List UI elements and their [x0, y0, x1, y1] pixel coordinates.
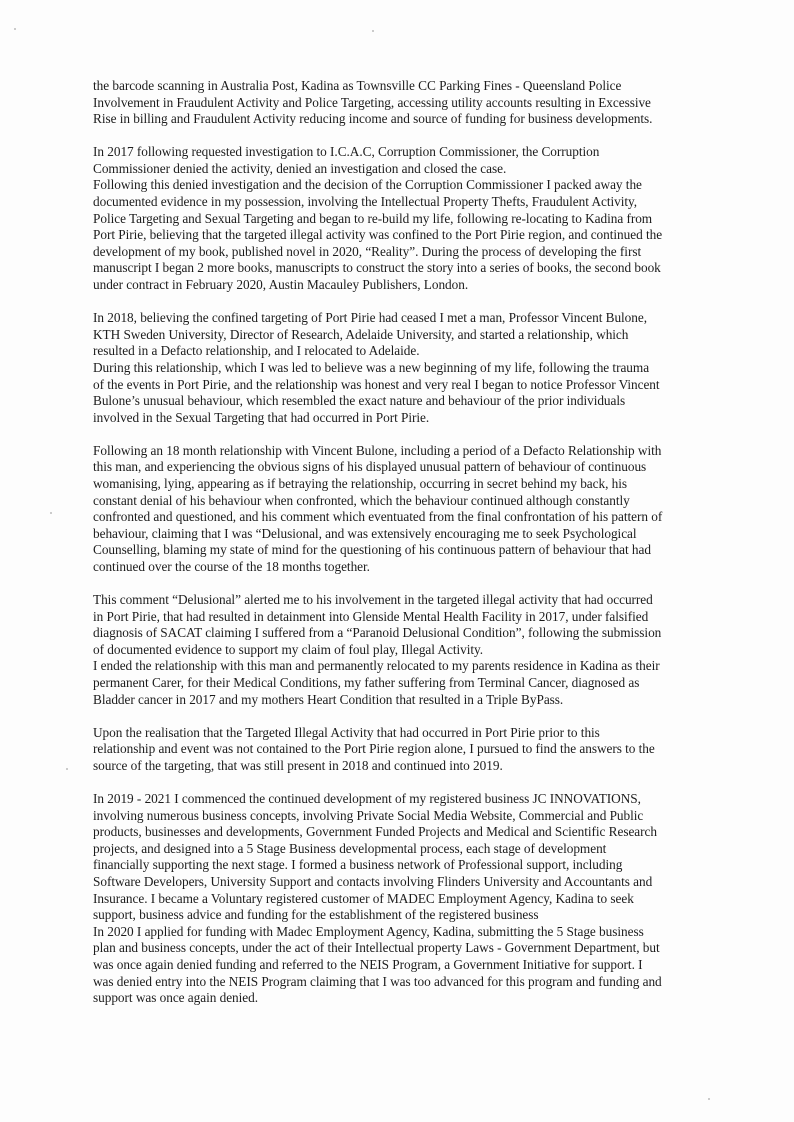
scan-speck: [66, 768, 68, 770]
text-line: under contract in February 2020, Austin Macauley Publishers, London.: [93, 277, 469, 293]
scan-speck: [372, 30, 374, 32]
text-line: Bladder cancer in 2017 and my mothers Heart Condition that resulted in a Triple ByPass.: [93, 691, 564, 707]
text-line: Involvement in Fraudulent Activity and Police Targeting, accessing utility accounts resulting in Excessive: [93, 94, 651, 110]
text-line: involving numerous business concepts, involving Private Social Media Website, Commercial and Public: [93, 807, 644, 823]
text-line: was once again denied funding and referred to the NEIS Program, a Government Initiative for support. I: [93, 956, 643, 972]
text-line: In 2018, believing the confined targeting of Port Pirie had ceased I met a man, Professor Vincent Bulone,: [93, 310, 648, 326]
text-line: Software Developers, University Support and contacts involving Flinders University and Accountants and: [93, 873, 653, 889]
text-line: financially supporting the next stage. I formed a business network of Professional support, including: [93, 857, 623, 873]
text-line: Commissioner denied the activity, denied an investigation and closed the case.: [93, 160, 507, 176]
text-line: confronted and questioned, and his comment which eventuated from the final confrontation of his pattern of: [93, 509, 663, 525]
text-line: support was once again denied.: [93, 990, 259, 1006]
text-line: support, business advice and funding for the establishment of the registered business: [93, 907, 539, 923]
text-line: diagnosis of SACAT claiming I suffered from a “Paranoid Delusional Condition”, following the submission: [93, 625, 662, 641]
paragraph: [93, 725, 754, 775]
text-line: Rise in billing and Fraudulent Activity reducing income and source of funding for business developments.: [93, 111, 653, 127]
text-line: Bulone’s unusual behaviour, which resembled the exact nature and behaviour of the prior individuals: [93, 393, 626, 409]
text-line: During this relationship, which I was led to believe was a new beginning of my life, following the trauma: [93, 359, 650, 375]
text-line: permanent Carer, for their Medical Conditions, my father suffering from Terminal Cancer, diagnosed as: [93, 675, 640, 690]
paragraph: [93, 592, 754, 708]
text-line: of the events in Port Pirie, and the relationship was honest and very real I began to notice Professor Vincent: [93, 376, 660, 392]
text-line: womanising, lying, appearing as if betraying the relationship, occurring in secret behind my back, his: [93, 475, 628, 491]
text-line: this man, and experiencing the obvious signs of his displayed unusual pattern of behaviour of continuous: [93, 459, 647, 475]
text-line: in Port Pirie, that had resulted in detainment into Glenside Mental Health Facility in 2017, under falsified: [93, 608, 649, 624]
paragraph: [93, 144, 754, 293]
text-line: involved in the Sexual Targeting that had occurred in Port Pirie.: [93, 409, 430, 425]
text-line: KTH Sweden University, Director of Research, Adelaide University, and started a relationship, which: [93, 326, 629, 342]
text-line: Following this denied investigation and the decision of the Corruption Commissioner I packed away the: [93, 177, 642, 193]
scan-speck: [708, 1098, 710, 1100]
text-line: Port Pirie, believing that the targeted illegal activity was confined to the Port Pirie region, and continued the: [93, 227, 663, 243]
text-line: was denied entry into the NEIS Program claiming that I was too advanced for this program and funding and: [93, 973, 662, 989]
text-line: plan and business concepts, under the act of their Intellectual property Laws - Government Department, but: [93, 940, 660, 956]
text-line: projects, and designed into a 5 Stage Business developmental process, each stage of development: [93, 840, 607, 856]
text-line: documented evidence in my possession, involving the Intellectual Property Thefts, Fraudulent Activity,: [93, 194, 638, 210]
text-line: Insurance. I became a Voluntary registered customer of MADEC Employment Agency, Kadina to seek: [93, 890, 634, 906]
text-line: of documented evidence to support my claim of foul play, Illegal Activity.: [93, 641, 484, 657]
text-line: In 2017 following requested investigation to I.C.A.C, Corruption Commissioner, the Corruption: [93, 144, 600, 160]
document-body: [93, 78, 754, 1007]
text-line: manuscript I began 2 more books, manuscripts to construct the story into a series of books, the second book: [93, 260, 661, 276]
text-line: This comment “Delusional” alerted me to his involvement in the targeted illegal activity that had occurred: [93, 592, 653, 608]
text-line: Counselling, blaming my state of mind for the questioning of his continuous pattern of behaviour that had: [93, 542, 651, 558]
text-line: constant denial of his behaviour when confronted, which the behaviour continued although constantly: [93, 492, 630, 508]
text-line: In 2020 I applied for funding with Madec Employment Agency, Kadina, submitting the 5 Stage business: [93, 923, 644, 939]
text-line: relationship and event was not contained to the Port Pirie region alone, I pursued to find the answers to the: [93, 741, 655, 757]
text-line: development of my book, published novel in 2020, “Reality”. During the process of developing the first: [93, 243, 642, 259]
text-line: continued over the course of the 18 months together.: [93, 558, 370, 574]
text-line: source of the targeting, that was still present in 2018 and continued into 2019.: [93, 757, 503, 773]
text-line: Following an 18 month relationship with Vincent Bulone, including a period of a Defacto Relationship with: [93, 442, 662, 458]
text-line: Police Targeting and Sexual Targeting and began to re-build my life, following re-locating to Kadina from: [93, 210, 653, 226]
scan-speck: [50, 512, 52, 514]
paragraph: [93, 310, 754, 426]
text-line: resulted in a Defacto relationship, and I relocated to Adelaide.: [93, 343, 420, 359]
text-line: I ended the relationship with this man and permanently relocated to my parents residence in Kadina as their: [93, 658, 660, 674]
text-line: Upon the realisation that the Targeted Illegal Activity that had occurred in Port Pirie prior to this: [93, 724, 600, 740]
text-line: the barcode scanning in Australia Post, Kadina as Townsville CC Parking Fines - Queensland Police: [93, 78, 622, 93]
paragraph: [93, 791, 754, 1007]
text-line: behaviour, claiming that I was “Delusional, and was extensively encouraging me to seek Psychological: [93, 525, 637, 541]
paragraph: [93, 443, 754, 576]
text-line: products, businesses and developments, Government Funded Projects and Medical and Scientific Research: [93, 824, 657, 840]
scan-speck: [14, 28, 16, 30]
text-line: In 2019 - 2021 I commenced the continued development of my registered business JC INNOVATIONS,: [93, 790, 641, 806]
paragraph: [93, 78, 754, 128]
